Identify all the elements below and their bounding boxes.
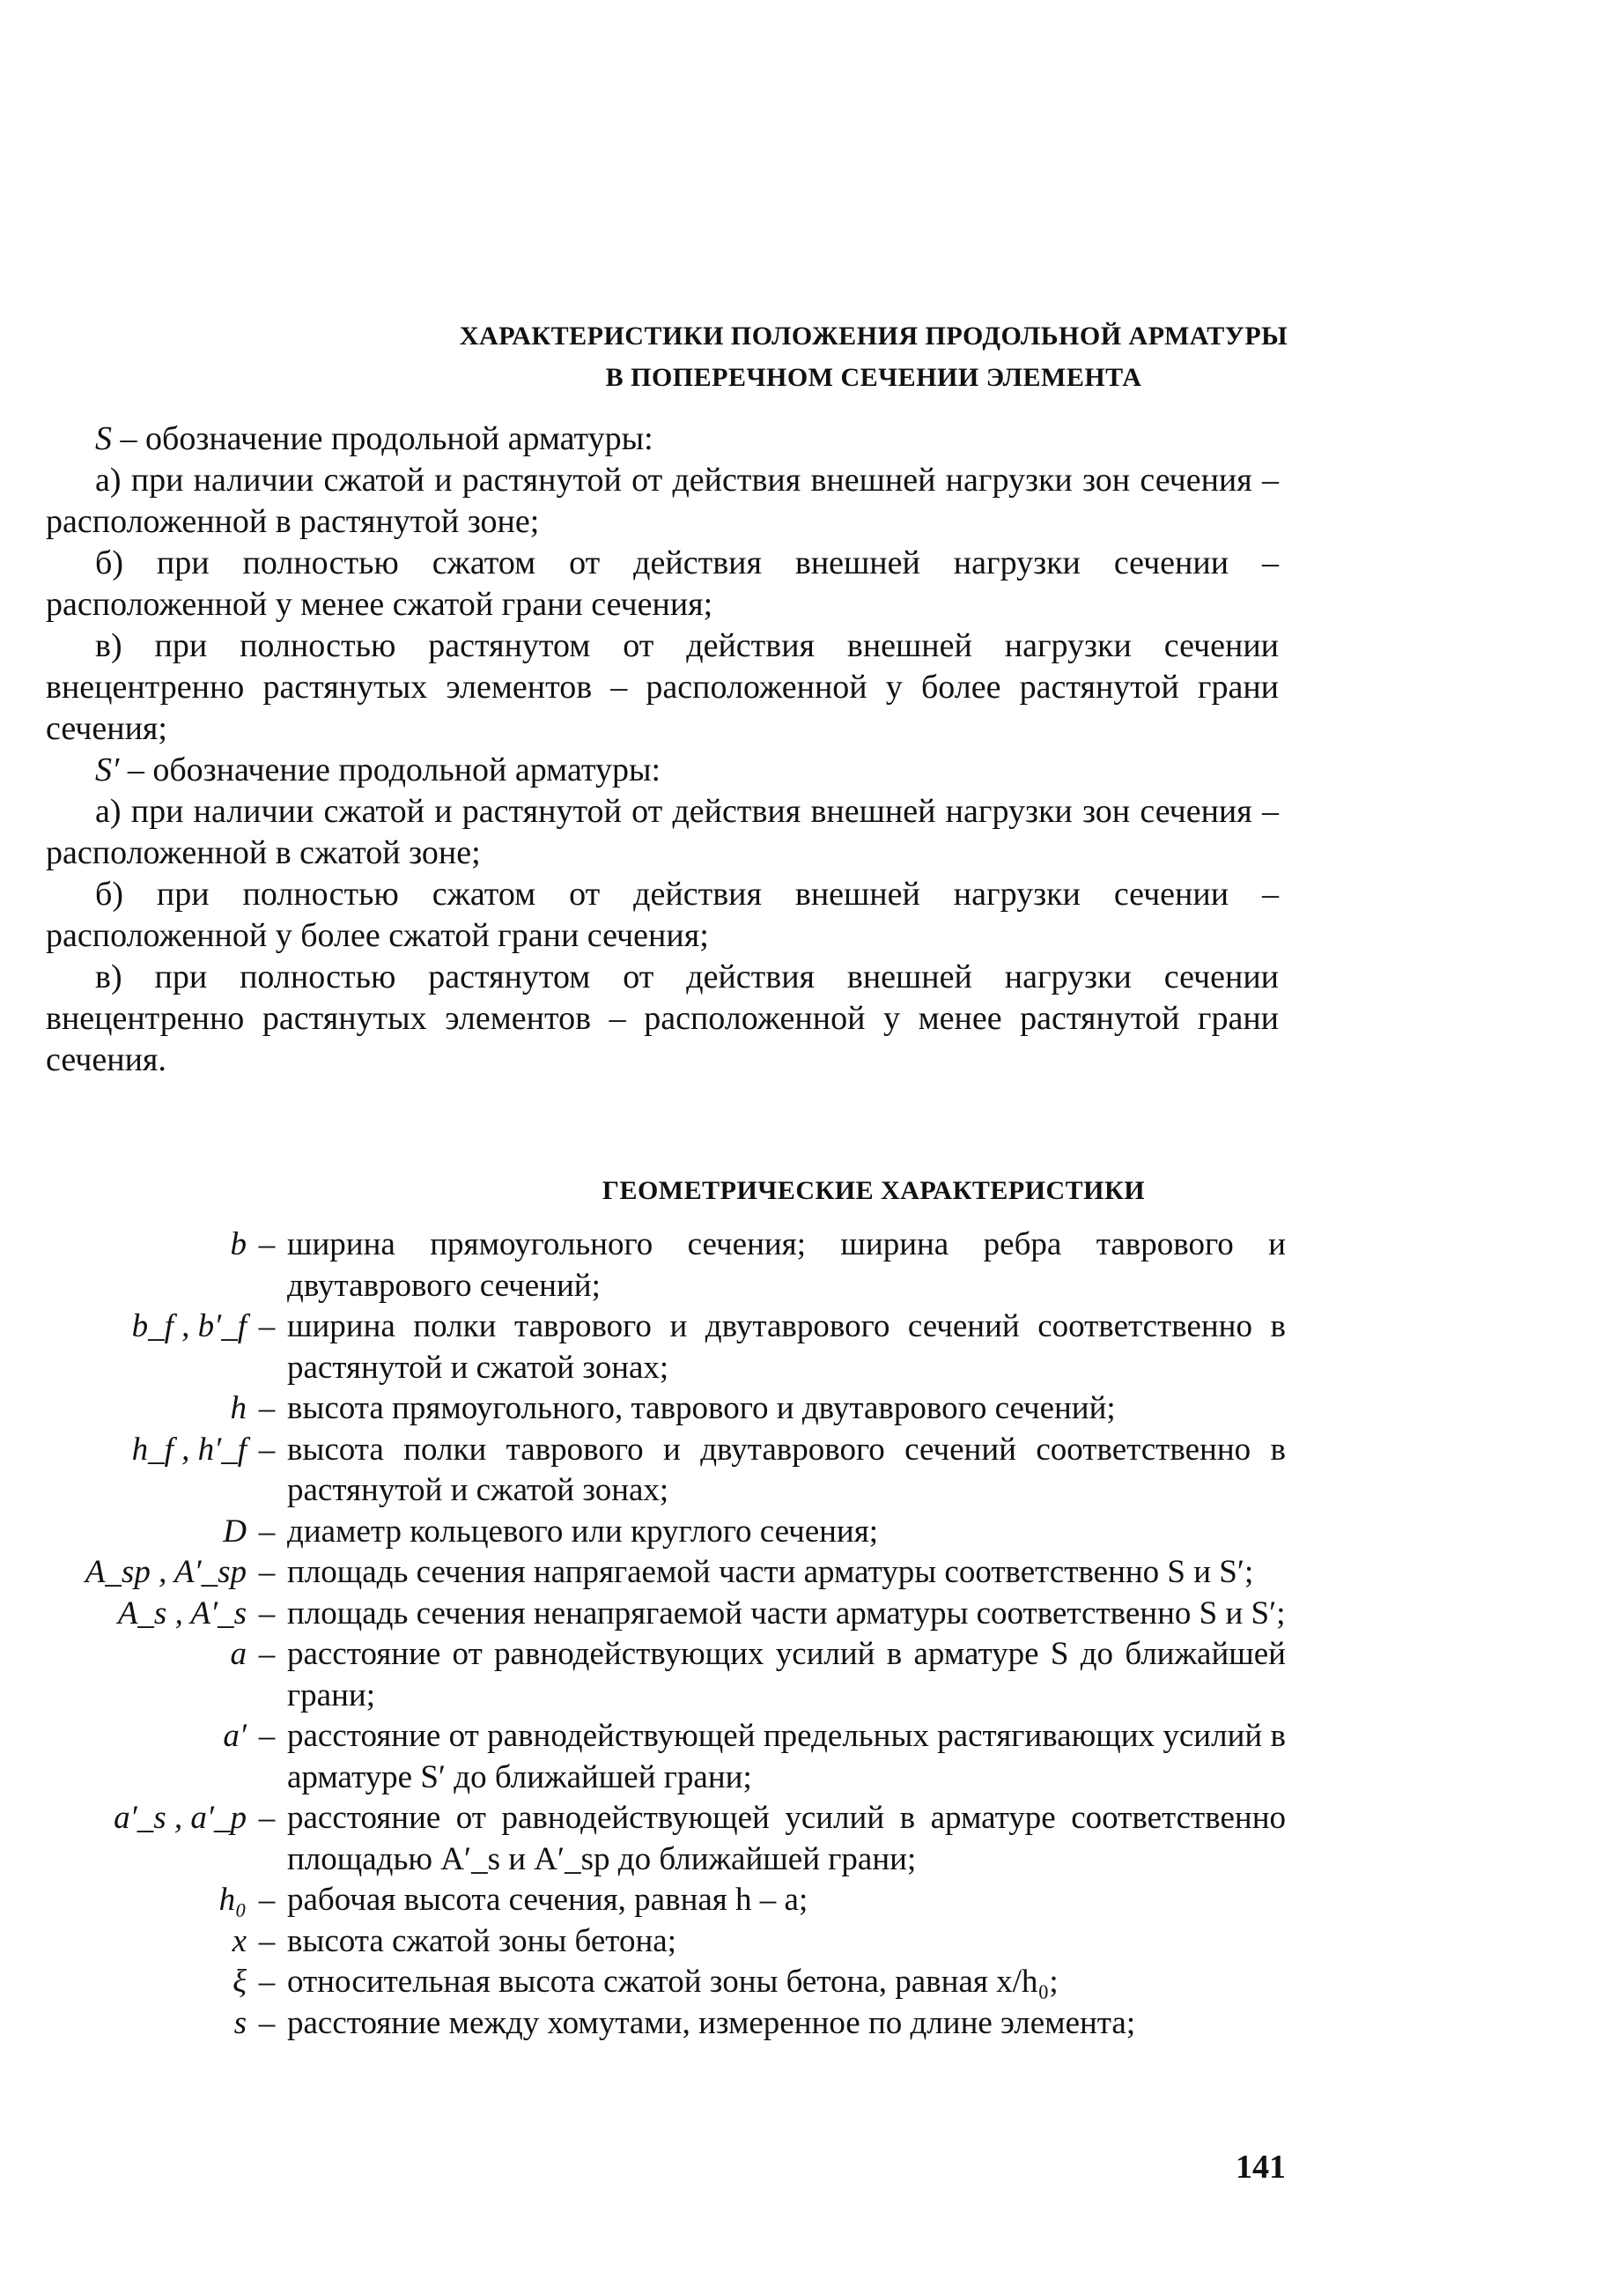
definition-symbol: a — [230, 1636, 247, 1672]
definition-dash: – — [258, 1226, 276, 1262]
definition-dash: – — [258, 1718, 276, 1754]
definition-dash: – — [258, 1554, 276, 1590]
s-item-c: в) при полностью растянутом от действия внешней нагрузки сечении внецентренно растянутых элементов – расположенной у более растянутой грани сечения; — [46, 627, 1279, 747]
definition-text: расстояние между хомутами, измеренное по длине элемента; — [287, 2004, 1136, 2041]
definition-symbol: h₀ — [218, 1882, 247, 1918]
definition-text: ширина прямоугольного сечения; ширина ребра таврового и двутаврового сечений; — [287, 1226, 1286, 1304]
definition-text: расстояние от равнодействующей усилий в арматуре соответственно площадью A′_s и A′_sp до ближайшей грани; — [287, 1800, 1286, 1877]
definition-row — [35, 1388, 1286, 1430]
section-title-line-1: ХАРАКТЕРИСТИКИ ПОЛОЖЕНИЯ ПРОДОЛЬНОЙ АРМАТУРЫ — [459, 322, 1288, 351]
definition-row — [35, 1306, 1286, 1388]
s-intro: – обозначение продольной арматуры: — [112, 420, 653, 457]
definition-dash: – — [258, 1636, 276, 1672]
definition-symbol: ξ — [233, 1964, 247, 2000]
s-item-a: а) при наличии сжатой и растянутой от действия внешней нагрузки зон сечения – расположенной в растянутой зоне; — [46, 462, 1279, 540]
definition-row — [35, 1880, 1286, 1921]
s-prime-definition — [46, 750, 1279, 791]
geometry-section-title: ГЕОМЕТРИЧЕСКИЕ ХАРАКТЕРИСТИКИ — [602, 1176, 1146, 1205]
definition-symbol: a′ — [223, 1718, 247, 1754]
definition-dash: – — [258, 1882, 276, 1918]
definition-text: площадь сечения ненапрягаемой части арматуры соответственно S и S′; — [287, 1595, 1286, 1632]
definition-dash: – — [258, 2004, 276, 2041]
definition-dash: – — [258, 1431, 276, 1468]
definition-dash: – — [258, 1964, 276, 2000]
definition-text: относительная высота сжатой зоны бетона, равная x/h₀; — [287, 1964, 1059, 2000]
definition-symbol: x — [232, 1922, 247, 1959]
definition-dash: – — [258, 1800, 276, 1836]
definition-row — [35, 1594, 1286, 1635]
definition-text: площадь сечения напрягаемой части арматуры соответственно S и S′; — [287, 1554, 1254, 1590]
geometry-definitions-list — [35, 1225, 1286, 2044]
definition-symbol: a′_s , a′_p — [114, 1800, 247, 1836]
definition-dash: – — [258, 1922, 276, 1959]
page-number: 141 — [1236, 2149, 1286, 2186]
definition-text: диаметр кольцевого или круглого сечения; — [287, 1513, 879, 1550]
definition-text: высота полки таврового и двутаврового сечений соответственно в растянутой и сжатой зонах; — [287, 1431, 1286, 1508]
s-definition — [46, 418, 1279, 460]
definition-text: ширина полки таврового и двутаврового сечений соответственно в растянутой и сжатой зонах; — [287, 1308, 1286, 1386]
definition-dash: – — [258, 1390, 276, 1426]
definition-text: рабочая высота сечения, равная h – a; — [287, 1882, 808, 1918]
s-prime-symbol: S′ — [95, 751, 120, 788]
definition-symbol: b_f , b′_f — [131, 1308, 247, 1344]
reinforcement-position-section — [46, 418, 1279, 1081]
definition-symbol: h_f , h′_f — [131, 1431, 247, 1468]
definition-symbol: A_sp , A′_sp — [85, 1554, 247, 1590]
definition-dash: – — [258, 1513, 276, 1550]
definition-dash: – — [258, 1308, 276, 1344]
s-prime-item-a: а) при наличии сжатой и растянутой от действия внешней нагрузки зон сечения – расположенной в сжатой зоне; — [46, 793, 1279, 871]
s-prime-intro: – обозначение продольной арматуры: — [119, 751, 661, 788]
definition-text: высота прямоугольного, таврового и двутаврового сечений; — [287, 1390, 1116, 1426]
definition-text: расстояние от равнодействующей предельных растягивающих усилий в арматуре S′ до ближайшей грани; — [287, 1718, 1286, 1795]
definition-symbol: b — [230, 1226, 247, 1262]
definition-symbol: s — [233, 2004, 247, 2041]
definition-row — [35, 2003, 1286, 2045]
definition-symbol: D — [223, 1513, 247, 1550]
definition-row — [35, 1798, 1286, 1880]
definition-dash: – — [258, 1595, 276, 1632]
definition-row — [35, 1512, 1286, 1553]
definition-symbol: A_s , A′_s — [117, 1595, 247, 1632]
definition-text: расстояние от равнодействующих усилий в арматуре S до ближайшей грани; — [287, 1636, 1286, 1713]
definition-row — [35, 1962, 1286, 2003]
definition-row — [35, 1634, 1286, 1716]
section-title-line-2: В ПОПЕРЕЧНОМ СЕЧЕНИИ ЭЛЕМЕНТА — [605, 363, 1142, 392]
s-prime-item-b: б) при полностью сжатом от действия внешней нагрузки сечении – расположенной у более сжатой грани сечения; — [46, 876, 1279, 954]
s-prime-item-c: в) при полностью растянутом от действия внешней нагрузки сечении внецентренно растянутых элементов – расположенной у менее растянутой грани сечения. — [46, 958, 1279, 1078]
definition-row — [35, 1225, 1286, 1306]
definition-row — [35, 1552, 1286, 1594]
definition-symbol: h — [230, 1390, 247, 1426]
s-symbol: S — [95, 420, 112, 457]
s-item-b: б) при полностью сжатом от действия внешней нагрузки сечении – расположенной у менее сжатой грани сечения; — [46, 544, 1279, 623]
definition-text: высота сжатой зоны бетона; — [287, 1922, 676, 1959]
definition-row — [35, 1430, 1286, 1512]
definition-row — [35, 1716, 1286, 1798]
definition-row — [35, 1921, 1286, 1963]
